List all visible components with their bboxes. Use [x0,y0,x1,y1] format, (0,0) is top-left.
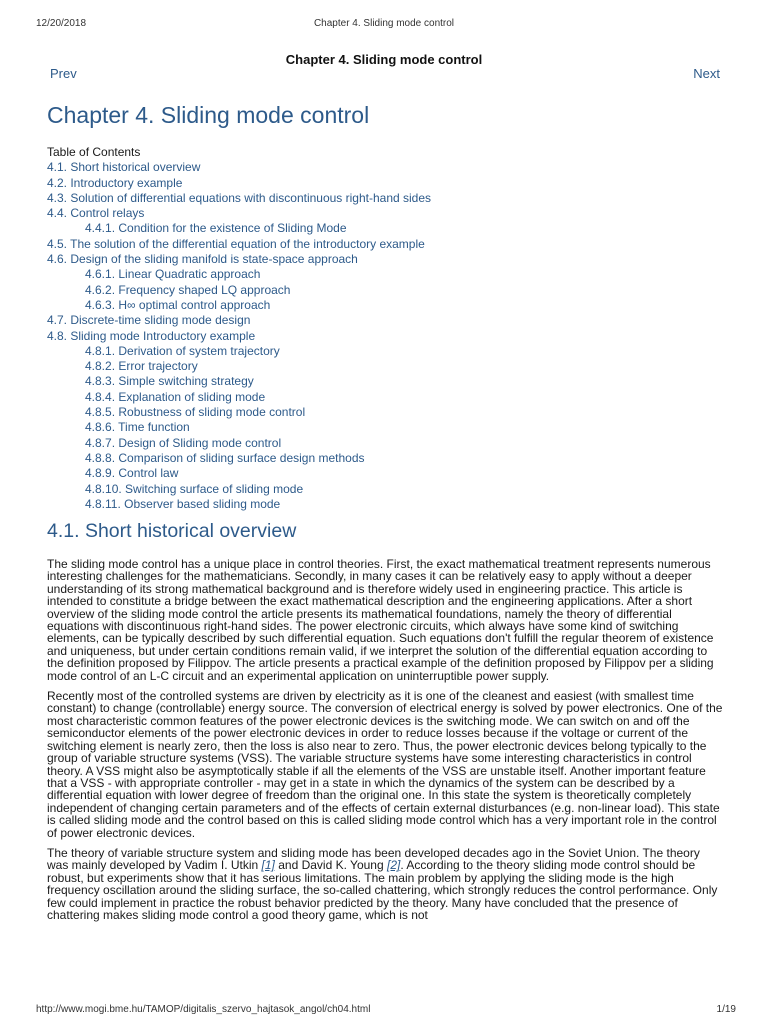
paragraph-text: . According to the theory sliding mode control should be robust, but experiments show that it has serious limitations. The main problem by applying the sliding mode is the high frequency oscillation around the sliding surface, the so-called chattering, which strongly reduces the control performance. Only few could implement in practice the robust behavior predicted by the theory. Many have concluded that the presence of chattering makes sliding mode control a good theory game, which is not [47,858,718,922]
toc-list [47,160,727,512]
paragraph: Recently most of the controlled systems are driven by electricity as it is one of the cleanest and easiest (with smallest time constant) to change (controllable) energy source. The conversion of electrical energy is solved by power electronics. One of the most characteristic common features of the power electronic devices is the switching mode. We can switch on and off the semiconductor elements of the power electronic devices in order to reduce losses because if the voltage or current of the switching element is nearly zero, then the loss is also near to zero. Thus, the power electronic devices belong typically to the group of variable structure systems (VSS). The variable structure systems have some interesting characteristics in control theory. A VSS might also be asymptotically stable if all the elements of the VSS are unstable itself. Another important feature that a VSS - with appropriate controller - may get in a state in which the dynamics of the system can be described by a differential equation with lower degree of freedom than the original one. In this state the system is theoretically completely independent of changing certain parameters and of the effects of certain external disturbances (e.g. non-linear load). This state is called sliding mode and the control based on this is called sliding mode control which has a very important role in the control of power electronic devices. [47,689,723,840]
toc-link[interactable]: 4.5. The solution of the differential equation of the introductory example [47,236,425,251]
toc-link[interactable]: 4.8.10. Switching surface of sliding mode [85,481,304,496]
toc-link[interactable]: 4.8.7. Design of Sliding mode control [85,435,282,450]
toc-link[interactable]: 4.7. Discrete-time sliding mode design [47,313,251,328]
section-body [47,558,723,929]
toc-link[interactable]: 4.8.2. Error trajectory [85,359,198,374]
table-of-contents [47,145,727,512]
paragraph-text: and David K. Young [274,858,387,873]
paragraph-text: The theory of variable structure system and sliding mode has been developed decades ago in the Soviet Union. The theory was mainly developed by Vadim I. Utkin [47,845,700,873]
page-number: 1/19 [716,1004,736,1015]
toc-link[interactable]: 4.4.1. Condition for the existence of Sliding Mode [85,221,347,236]
toc-heading: Table of Contents [47,145,141,159]
toc-link[interactable]: 4.6. Design of the sliding manifold is state-space approach [47,252,358,267]
print-header [0,0,768,40]
reference-link[interactable]: [1] [261,858,275,873]
toc-link[interactable]: 4.8.3. Simple switching strategy [85,374,254,389]
toc-link[interactable]: 4.1. Short historical overview [47,160,201,175]
toc-link[interactable]: 4.4. Control relays [47,206,145,221]
toc-link[interactable]: 4.8.9. Control law [85,466,179,481]
toc-link[interactable]: 4.6.3. H∞ optimal control approach [85,297,271,312]
prev-link[interactable]: Prev [50,66,77,81]
document-title: Chapter 4. Sliding mode control [285,52,483,67]
toc-link[interactable]: 4.6.1. Linear Quadratic approach [85,267,261,282]
toc-link[interactable]: 4.8.11. Observer based sliding mode [85,496,281,511]
toc-link[interactable]: 4.8. Sliding mode Introductory example [47,328,256,343]
toc-link[interactable]: 4.8.4. Explanation of sliding mode [85,389,266,404]
toc-link[interactable]: 4.3. Solution of differential equations with discontinuous right-hand sides [47,190,432,205]
toc-link[interactable]: 4.8.8. Comparison of sliding surface design methods [85,450,365,465]
toc-link[interactable]: 4.2. Introductory example [47,175,183,190]
paragraph [47,847,723,921]
toc-link[interactable]: 4.8.6. Time function [85,420,190,435]
paragraph: The sliding mode control has a unique place in control theories. First, the exact mathematical treatment represents numerous interesting challenges for the mathematicians. Secondly, in many cases it can be relatively easy to apply without a deeper understanding of its strong mathematical background and is therefore widely used in engineering practice. This article is intended to constitute a bridge between the exact mathematical description and the engineering applications. After a short overview of the sliding mode control the article presents its mathematical foundations, namely the theory of differential equations with discontinuous right-hand sides. The power electronic circuits, which always have some kind of switching elements, can be typically described by such differential equation. Such equations don't fulfill the regular theorem of existence and uniqueness, but under certain conditions remain valid, if we interpret the solution of the differential equation according to the definition proposed by Filippov. The article presents a practical example of the definition proposed by Filippov per a sliding mode control of an L-C circuit and an experimental application on uninterruptible power supply. [47,557,714,683]
print-url: http://www.mogi.bme.hu/TAMOP/digitalis_szervo_hajtasok_angol/ch04.html [36,1004,371,1015]
next-link[interactable]: Next [693,66,720,81]
reference-link[interactable]: [2] [386,858,401,873]
print-footer [0,996,768,1024]
chapter-heading: Chapter 4. Sliding mode control [47,102,370,128]
print-date: 12/20/2018 [36,18,87,29]
toc-link[interactable]: 4.6.2. Frequency shaped LQ approach [85,282,291,297]
print-page-title: Chapter 4. Sliding mode control [313,18,455,29]
section-heading: 4.1. Short historical overview [47,520,297,542]
toc-link[interactable]: 4.8.1. Derivation of system trajectory [85,343,280,358]
toc-link[interactable]: 4.8.5. Robustness of sliding mode control [85,405,306,420]
